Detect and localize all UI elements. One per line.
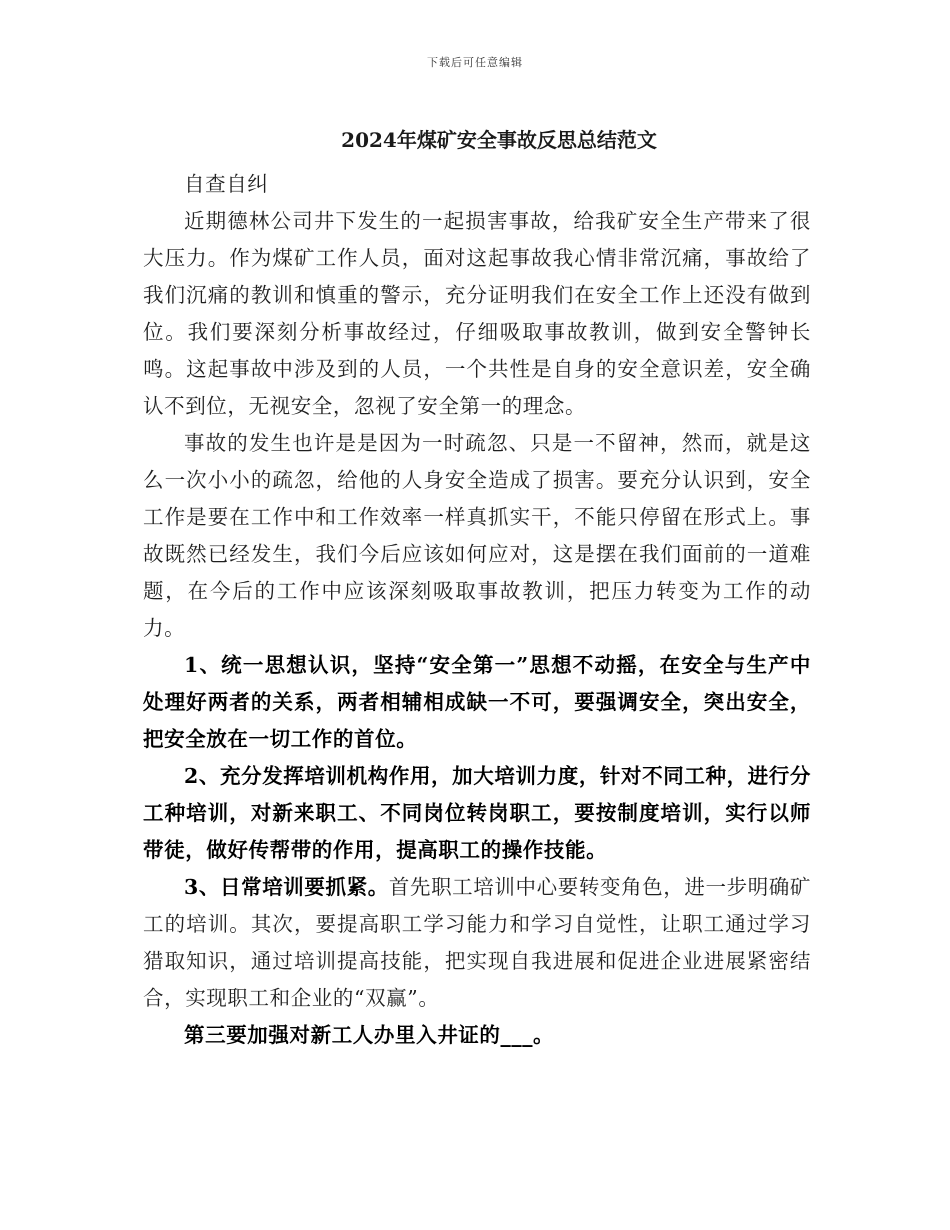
paragraph-5: 2、充分发挥培训机构作用，加大培训力度，针对不同工种，进行分工种培训，对新来职工、不同岗位转岗职工，要按制度培训，实行以师带徒，做好传帮带的作用，提高职工的操作技能。 — [143, 764, 811, 862]
paragraph-6 — [143, 869, 811, 1017]
paragraph-4: 1、统一思想认识，坚持“安全第一”思想不动摇，在安全与生产中处理好两者的关系，两者相辅相成缺一不可，要强调安全，突出安全，把安全放在一切工作的首位。 — [143, 653, 811, 751]
paragraph-6-lead: 3、日常培训要抓紧。 — [184, 875, 389, 899]
paragraph-6-text: 首先职工培训中心要转变角色，进一步明确矿工的培训。其次，要提高职工学习能力和学习自觉性，让职工通过学习猎取知识，通过培训提高技能，把实现自我进展和促进企业进展紧密结合，实现职工和企业的“双赢”。 — [143, 875, 812, 1010]
paragraph-1: 自查自纠 — [184, 172, 269, 196]
document-body — [143, 166, 811, 1054]
document-title: 2024年煤矿安全事故反思总结范文 — [341, 128, 657, 152]
paragraph-2: 近期德林公司井下发生的一起损害事故，给我矿安全生产带来了很大压力。作为煤矿工作人员，面对这起事故我心情非常沉痛，事故给了我们沉痛的教训和慎重的警示，充分证明我们在安全工作上还没有做到位。我们要深刻分析事故经过，仔细吸取事故教训，做到安全警钟长鸣。这起事故中涉及到的人员，一个共性是自身的安全意识差，安全确认不到位，无视安全，忽视了安全第一的理念。 — [143, 209, 811, 418]
header-note: 下载后可任意编辑 — [427, 56, 523, 69]
paragraph-3: 事故的发生也许是是因为一时疏忽、只是一不留神，然而，就是这么一次小小的疏忽，给他的人身安全造成了损害。要充分认识到，安全工作是要在工作中和工作效率一样真抓实干，不能只停留在形式上。事故既然已经发生，我们今后应该如何应对，这是摆在我们面前的一道难题，在今后的工作中应该深刻吸取事故教训，把压力转变为工作的动力。 — [143, 431, 811, 640]
paragraph-7: 第三要加强对新工人办里入井证的___。 — [184, 1023, 555, 1047]
